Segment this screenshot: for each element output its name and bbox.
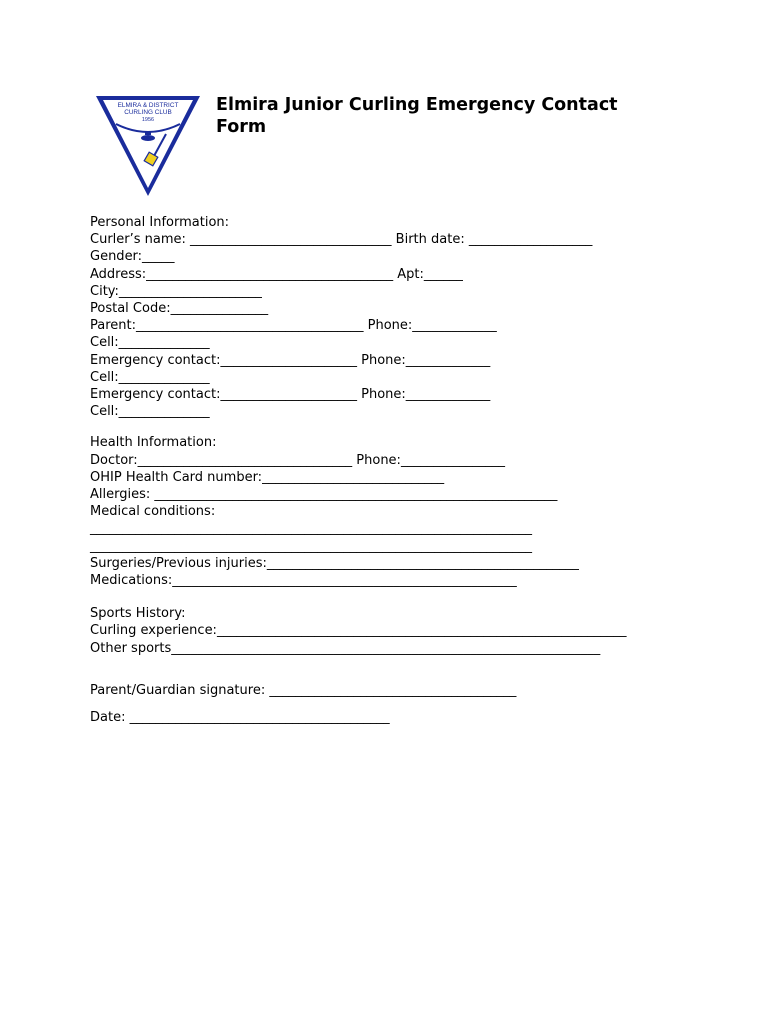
health-information-section bbox=[90, 434, 690, 589]
signature-date-field[interactable]: Date: ________________________________________ bbox=[90, 710, 390, 726]
emergency-cell-1-field[interactable]: Cell:______________ bbox=[90, 369, 210, 385]
parent-phone-field[interactable]: Parent:___________________________________ Phone:_____________ bbox=[90, 318, 497, 334]
emergency-contact-2-field[interactable]: Emergency contact:_____________________ Phone:_____________ bbox=[90, 387, 491, 403]
medical-conditions-line-1[interactable]: ____________________________________________________________________ bbox=[90, 521, 532, 537]
other-sports-field[interactable]: Other sports__________________________________________________________________ bbox=[90, 640, 601, 656]
section-heading: Sports History: bbox=[90, 606, 186, 622]
emergency-cell-2-field[interactable]: Cell:______________ bbox=[90, 404, 210, 420]
section-heading: Personal Information: bbox=[90, 215, 230, 230]
curling-experience-field[interactable]: Curling experience:_______________________________________________________________ bbox=[90, 623, 627, 639]
emergency-contact-1-field[interactable]: Emergency contact:_____________________ Phone:_____________ bbox=[90, 352, 491, 368]
logo-text-line1: ELMIRA & DISTRICT bbox=[117, 102, 179, 109]
medical-conditions-line-2[interactable]: ____________________________________________________________________ bbox=[90, 538, 532, 554]
ohip-card-field[interactable]: OHIP Health Card number:____________________________ bbox=[90, 469, 445, 485]
club-logo bbox=[94, 94, 202, 198]
gender-field[interactable]: Gender:_____ bbox=[90, 249, 175, 265]
logo-year: 1956 bbox=[141, 117, 155, 123]
guardian-signature-field[interactable]: Parent/Guardian signature: ______________________________________ bbox=[90, 682, 517, 698]
medications-field[interactable]: Medications:_____________________________________________________ bbox=[90, 573, 517, 589]
curler-name-birth-field[interactable]: Curler’s name: _______________________________ Birth date: ___________________ bbox=[90, 232, 593, 248]
postal-code-field[interactable]: Postal Code:_______________ bbox=[90, 301, 269, 317]
logo-text-line2: CURLING CLUB bbox=[124, 109, 172, 116]
medical-conditions-label: Medical conditions: bbox=[90, 504, 216, 520]
personal-information-section bbox=[90, 214, 690, 420]
section-heading: Health Information: bbox=[90, 435, 217, 451]
surgeries-field[interactable]: Surgeries/Previous injuries:________________________________________________ bbox=[90, 555, 579, 571]
city-field[interactable]: City:______________________ bbox=[90, 283, 262, 299]
address-apt-field[interactable]: Address:______________________________________ Apt:______ bbox=[90, 266, 463, 282]
form-title: Elmira Junior Curling Emergency Contact Form bbox=[216, 95, 618, 137]
sports-history-section bbox=[90, 605, 690, 657]
form-body bbox=[90, 214, 690, 726]
doctor-phone-field[interactable]: Doctor:_________________________________ Phone:________________ bbox=[90, 452, 505, 468]
allergies-field[interactable]: Allergies: ______________________________________________________________ bbox=[90, 487, 558, 503]
parent-cell-field[interactable]: Cell:______________ bbox=[90, 335, 210, 351]
